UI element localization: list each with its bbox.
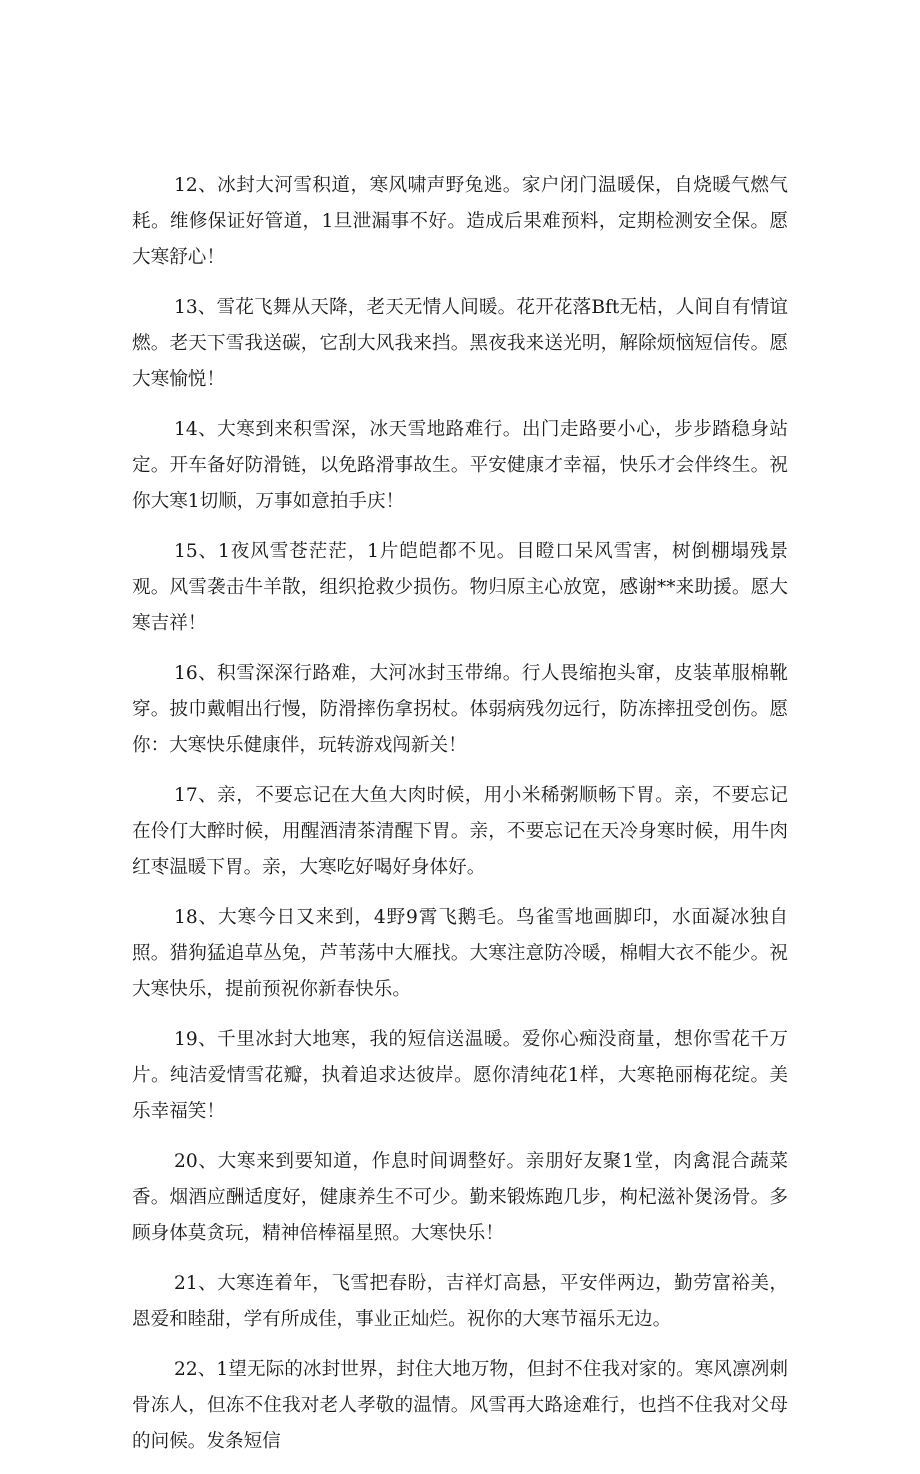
paragraph-21: 21、大寒连着年，飞雪把春盼，吉祥灯高悬，平安伴两边，勤劳富裕美，恩爱和睦甜，学有所成佳，事业正灿烂。祝你的大寒节福乐无边。 bbox=[132, 1273, 788, 1330]
paragraph-20: 20、大寒来到要知道，作息时间调整好。亲朋好友聚1堂，肉禽混合蔬菜香。烟酒应酬适度好，健康养生不可少。勤来锻炼跑几步，枸杞滋补煲汤骨。多顾身体莫贪玩，精神倍棒福星照。大寒快乐！ bbox=[132, 1151, 788, 1244]
document-body bbox=[132, 168, 788, 1474]
paragraph-19: 19、千里冰封大地寒，我的短信送温暖。爱你心痴没商量，想你雪花千万片。纯洁爱情雪花瓣，执着追求达彼岸。愿你清纯花1样，大寒艳丽梅花绽。美乐幸福笑！ bbox=[132, 1029, 788, 1122]
paragraph-17: 17、亲，不要忘记在大鱼大肉时候，用小米稀粥顺畅下胃。亲，不要忘记在伶仃大醉时候，用醒酒清茶清醒下胃。亲，不要忘记在天冷身寒时候，用牛肉红枣温暖下胃。亲，大寒吃好喝好身体好。 bbox=[132, 785, 788, 878]
paragraph-16: 16、积雪深深行路难，大河冰封玉带绵。行人畏缩抱头窜，皮装革服棉靴穿。披巾戴帽出行慢，防滑摔伤拿拐杖。体弱病残勿远行，防冻摔扭受创伤。愿你：大寒快乐健康伴，玩转游戏闯新关！ bbox=[132, 663, 788, 756]
paragraph-13: 13、雪花飞舞从天降，老天无情人间暖。花开花落Bft无枯，人间自有情谊燃。老天下雪我送碳，它刮大风我来挡。黑夜我来送光明，解除烦恼短信传。愿大寒愉悦！ bbox=[132, 297, 788, 390]
paragraph-12: 12、冰封大河雪积道，寒风啸声野兔逃。家户闭门温暖保，自烧暖气燃气耗。维修保证好管道，1旦泄漏事不好。造成后果难预料，定期检测安全保。愿大寒舒心！ bbox=[132, 175, 788, 268]
paragraph-14: 14、大寒到来积雪深，冰天雪地路难行。出门走路要小心，步步踏稳身站定。开车备好防滑链，以免路滑事故生。平安健康才幸福，快乐才会伴终生。祝你大寒1切顺，万事如意拍手庆！ bbox=[132, 419, 788, 512]
paragraph-15: 15、1夜风雪苍茫茫，1片皑皑都不见。目瞪口呆风雪害，树倒棚塌残景观。风雪袭击牛羊散，组织抢救少损伤。物归原主心放宽，感谢**来助援。愿大寒吉祥！ bbox=[132, 541, 788, 634]
paragraph-22: 22、1望无际的冰封世界，封住大地万物，但封不住我对家的。寒风凛冽刺骨冻人，但冻不住我对老人孝敬的温情。风雪再大路途难行，也挡不住我对父母的问候。发条短信 bbox=[132, 1359, 788, 1452]
paragraph-18: 18、大寒今日又来到，4野9霄飞鹅毛。鸟雀雪地画脚印，水面凝冰独自照。猎狗猛追草丛兔，芦苇荡中大雁找。大寒注意防冷暖，棉帽大衣不能少。祝大寒快乐，提前预祝你新春快乐。 bbox=[132, 907, 788, 1000]
